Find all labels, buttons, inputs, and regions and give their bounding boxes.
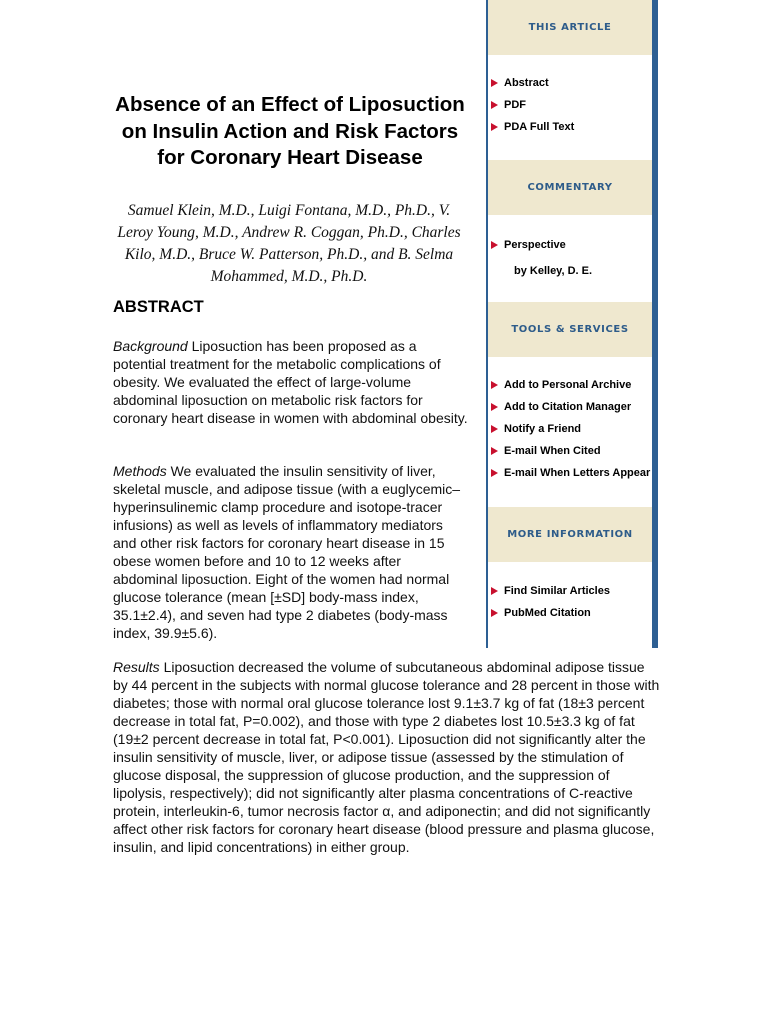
link-label: E-mail When Cited (504, 445, 601, 457)
results-paragraph (113, 658, 663, 856)
tools-list (488, 378, 650, 488)
section-lead: Results (113, 659, 160, 675)
link-label: Abstract (504, 77, 549, 89)
pdf-link[interactable] (488, 98, 574, 120)
email-when-cited-link[interactable] (488, 444, 650, 466)
methods-paragraph (113, 462, 468, 642)
arrow-icon (491, 123, 498, 131)
link-label: PDF (504, 99, 526, 111)
arrow-icon (491, 587, 498, 595)
link-label: PubMed Citation (504, 607, 591, 619)
article-authors: Samuel Klein, M.D., Luigi Fontana, M.D., Ph.D., V. Leroy Young, M.D., Andrew R. Coggan, Ph.D., Charles Kilo, M.D., Bruce W. Patterson, Ph.D., and B. Selma Mohammed, M.D., Ph.D. (117, 202, 461, 285)
section-text: We evaluated the insulin sensitivity of liver, skeletal muscle, and adipose tissue (with a euglycemic–hyperinsulinemic clamp procedure and isotope-tracer infusions) as well as levels of inflammatory mediators and other risk factors for coronary heart disease in 15 obese women before and 10 to 12 weeks after abdominal liposuction. Eight of the women had normal glucose tolerance (mean [±SD] body-mass index, 35.1±2.4), and seven had type 2 diabetes (body-mass index, 39.9±5.6). (113, 463, 461, 641)
perspective-link[interactable] (488, 238, 592, 264)
link-label: Notify a Friend (504, 423, 582, 435)
article-sidebar (486, 0, 658, 648)
email-when-letters-link[interactable] (488, 466, 650, 488)
add-personal-archive-link[interactable] (488, 378, 650, 400)
notify-friend-link[interactable] (488, 422, 650, 444)
link-label: Perspective (504, 239, 566, 251)
arrow-icon (491, 447, 498, 455)
byline-text: by Kelley, D. E. (514, 265, 593, 277)
pubmed-citation-link[interactable] (488, 606, 610, 628)
more-info-list (488, 584, 610, 628)
arrow-icon (491, 101, 498, 109)
section-lead: Background (113, 338, 188, 354)
section-lead: Methods (113, 463, 167, 479)
find-similar-articles-link[interactable] (488, 584, 610, 606)
arrow-icon (491, 403, 498, 411)
arrow-icon (491, 425, 498, 433)
arrow-icon (491, 241, 498, 249)
commentary-heading: COMMENTARY (488, 160, 652, 215)
arrow-icon (491, 469, 498, 477)
article-title: Absence of an Effect of Liposuction on Insulin Action and Risk Factors for Coronary Heart Disease (115, 93, 465, 169)
section-text: Liposuction decreased the volume of subcutaneous abdominal adipose tissue by 44 percent in the subjects with normal glucose tolerance and 28 percent in those with diabetes; those with normal oral glucose tolerance lost 9.1±3.7 kg of fat (18±3 percent decrease in total fat, P=0.002), and those with type 2 diabetes lost 10.5±3.3 kg of fat (19±2 percent decrease in total fat, P<0.001). Liposuction did not significantly alter the insulin sensitivity of muscle, liver, or adipose tissue (assessed by the stimulation of glucose disposal, the suppression of glucose production, and the suppression of lipolysis, respectively); did not significantly alter plasma concentrations of C-reactive protein, interleukin-6, tumor necrosis factor α, and adiponectin; and did not significantly affect other risk factors for coronary heart disease (blood pressure and plasma glucose, insulin, and lipid concentrations) in either group. (113, 659, 660, 855)
background-paragraph (113, 337, 468, 427)
this-article-heading: THIS ARTICLE (488, 0, 652, 55)
arrow-icon (491, 381, 498, 389)
pda-full-text-link[interactable] (488, 120, 574, 142)
more-information-heading: MORE INFORMATION (488, 507, 652, 562)
link-label: E-mail When Letters Appear (504, 467, 651, 479)
abstract-heading: ABSTRACT (113, 298, 204, 316)
tools-services-heading: TOOLS & SERVICES (488, 302, 652, 357)
arrow-icon (491, 79, 498, 87)
this-article-list (488, 76, 574, 142)
abstract-link[interactable] (488, 76, 574, 98)
section-text: Liposuction has been proposed as a potential treatment for the metabolic complications of obesity. We evaluated the effect of large-volume abdominal liposuction on metabolic risk factors for coronary heart disease in women with abdominal obesity. (113, 338, 468, 426)
link-label: Add to Personal Archive (504, 379, 632, 391)
arrow-icon (491, 609, 498, 617)
commentary-byline (488, 264, 592, 286)
commentary-list (488, 238, 592, 286)
link-label: Find Similar Articles (504, 585, 610, 597)
add-citation-manager-link[interactable] (488, 400, 650, 422)
link-label: Add to Citation Manager (504, 401, 632, 413)
link-label: PDA Full Text (504, 121, 575, 133)
